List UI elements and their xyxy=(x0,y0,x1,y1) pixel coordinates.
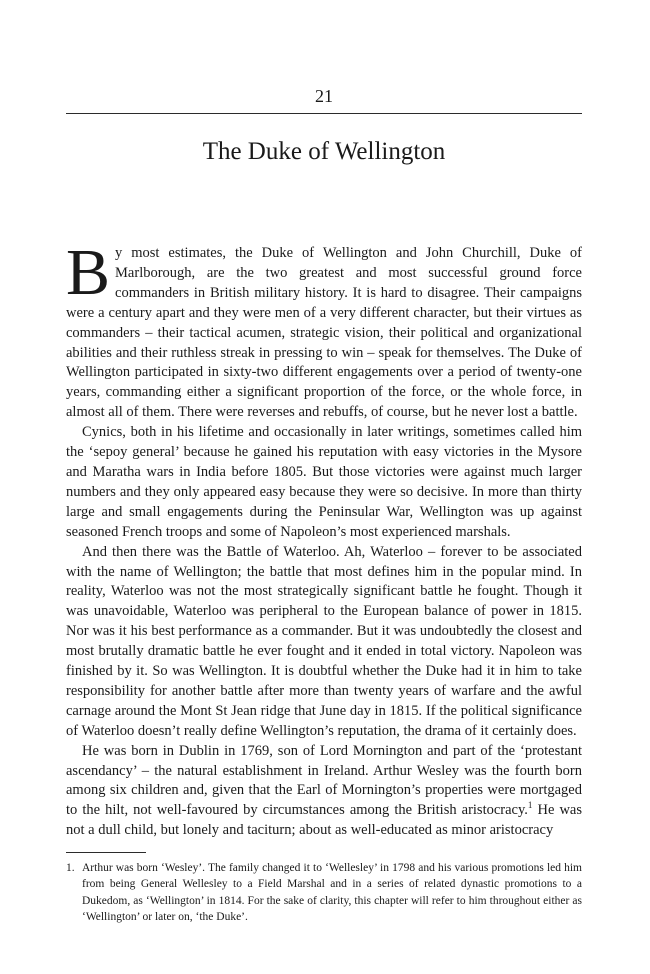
drop-cap: B xyxy=(66,236,111,309)
paragraph-4 xyxy=(66,742,582,842)
paragraph-1-text: y most estimates, the Duke of Wellington and John Churchill, Duke of Marlborough, are the two greatest and most successful ground force commanders in British military history. It is hard to disagree. Their campaigns were a century apart and they were men of a very different character, but their virtues as commanders – their tactical acumen, strategic vision, their political and organizational abilities and their ruthless streak in pressing to win – speak for themselves. The Duke of Wellington participated in sixty-two different engagements over a period of twenty-one years, commanding either a significant proportion of the force, or the whole force, in almost all of them. There were reverses and rebuffs, of course, but he never lost a battle. xyxy=(66,245,582,421)
body-text xyxy=(66,236,582,841)
chapter-rule xyxy=(66,113,582,114)
footnote xyxy=(66,860,582,925)
footnote-rule xyxy=(66,852,146,853)
paragraph-1 xyxy=(66,236,582,423)
paragraph-4-text-after: He was not a dull child, but lonely and taciturn; about as well-educated as minor aristocracy xyxy=(66,802,582,839)
footnote-number: 1. xyxy=(66,862,75,874)
chapter-number: 21 xyxy=(315,86,333,106)
paragraph-2: Cynics, both in his lifetime and occasionally in later writings, sometimes called him the ‘sepoy general’ because he gained his reputation with easy victories in the Mysore and Maratha wars in India before 1805. But those victories were against much larger numbers and they only appeared easy because they were so decisive. In more than thirty large and small engagements during the Peninsular War, Wellington was up against seasoned French troops and some of Napoleon’s most experienced marshals. xyxy=(66,424,582,540)
paragraph-4-text-before: He was born in Dublin in 1769, son of Lord Mornington and part of the ‘protestant ascendancy’ – the natural establishment in Ireland. Arthur Wesley was the fourth born among six children and, given that the Earl of Mornington’s properties were mortgaged to the hilt, not well-favoured by circumstances among the British aristocracy. xyxy=(66,742,582,819)
chapter-title: The Duke of Wellington xyxy=(202,138,446,165)
footnote-text: Arthur was born ‘Wesley’. The family changed it to ‘Wellesley’ in 1798 and his various promotions led him from being General Wellesley to a Field Marshal and in a series of related dynastic promotions to a Dukedom, as ‘Wellington’ in 1814. For the sake of clarity, this chapter will refer to him throughout either as ‘Wellington’ or later on, ‘the Duke’. xyxy=(82,862,582,923)
paragraph-3: And then there was the Battle of Waterloo. Ah, Waterloo – forever to be associated with the name of Wellington; the battle that most defines him in the popular mind. In reality, Waterloo was not the most strategically significant battle he fought. Though it was unavoidable, Waterloo was peripheral to the European balance of power in 1815. Nor was it his best performance as a commander. But it was undoubtedly the closest and most brutally dramatic battle he ever fought and it ended in total victory. Napoleon was finished by it. So was Wellington. It is doubtful whether the Duke had it in him to take responsibility for another battle after more than twenty years of warfare and the awful carnage around the Mont St Jean ridge that June day in 1815. If the political significance of Waterloo doesn’t really define Wellington’s reputation, the drama of it certainly does. xyxy=(66,543,582,739)
footnote-reference[interactable]: 1 xyxy=(527,800,533,811)
